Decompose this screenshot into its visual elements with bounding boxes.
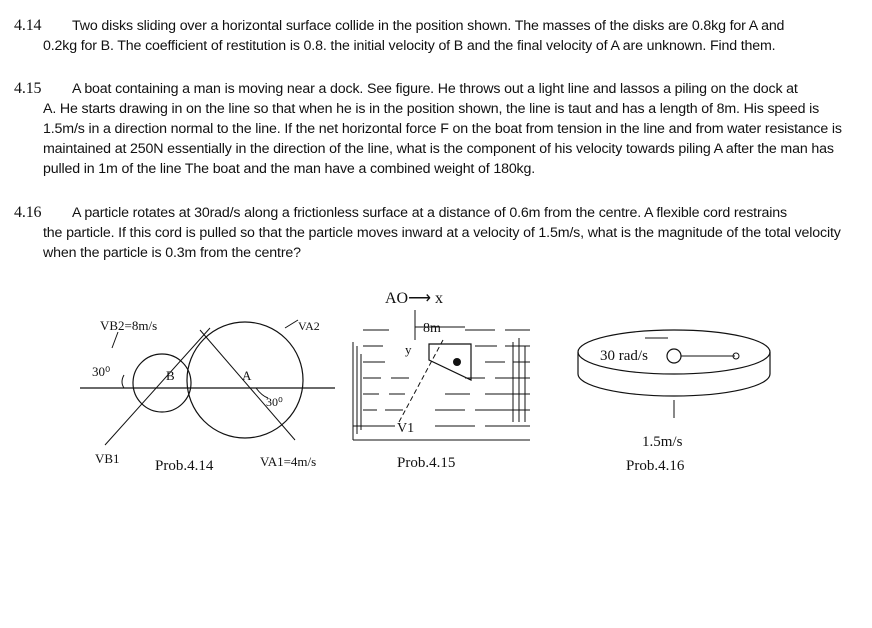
angle-b-label: 30⁰ bbox=[92, 364, 111, 379]
omega-label: 30 rad/s bbox=[600, 348, 648, 364]
velocity-label: 1.5m/s bbox=[642, 434, 683, 450]
problem-number: 4.15 bbox=[14, 80, 42, 97]
dock-label: AO⟶ x bbox=[385, 290, 444, 307]
problem-4-16 bbox=[14, 203, 854, 263]
impact-line-b bbox=[105, 328, 210, 445]
problem-4-15 bbox=[14, 79, 854, 179]
particle bbox=[667, 349, 681, 363]
problem-text-line1: A particle rotates at 30rad/s along a frictionless surface at a distance of 0.6m from the centre. A flexible cord restrains bbox=[72, 205, 787, 221]
figure-4-15 bbox=[345, 282, 540, 472]
problem-text-line1: A boat containing a man is moving near a dock. See figure. He throws out a light line and lassos a piling on the dock at bbox=[72, 81, 798, 97]
va1-label: VA1=4m/s bbox=[260, 454, 317, 469]
problem-4-14 bbox=[14, 16, 854, 56]
va2-arrow bbox=[285, 320, 298, 328]
angle-a-label: 30⁰ bbox=[266, 395, 283, 409]
figure-4-14 bbox=[70, 300, 340, 485]
caption-4-14: Prob.4.14 bbox=[155, 458, 214, 474]
disk-a-label: A bbox=[242, 368, 252, 383]
problem-text: A. He starts drawing in on the line so that when he is in the position shown, the line is taut and has a length of 8m. His speed is 1.5m/s in a direction normal to the line. If the net horizontal force F on the boat from tension in the line and from water resistance is maintained at 250N essentially in the direction of the line, what is the component of his velocity towards piling A after the man has pulled in 1m of the line The boat and the man have a combined weight of 180kg. bbox=[43, 101, 842, 177]
v1-label: V1 bbox=[397, 421, 415, 436]
y-label: y bbox=[405, 342, 412, 357]
problem-number: 4.16 bbox=[14, 204, 42, 221]
vb2-arrow bbox=[112, 332, 118, 348]
disk-b-label: B bbox=[166, 368, 175, 383]
vb1-label: VB1 bbox=[95, 451, 120, 466]
caption-4-16: Prob.4.16 bbox=[626, 458, 685, 474]
vb2-label: VB2=8m/s bbox=[100, 318, 158, 333]
problem-text-line1: Two disks sliding over a horizontal surface collide in the position shown. The masses of the disks are 0.8kg for A and bbox=[72, 18, 785, 34]
problem-text: 0.2kg for B. The coefficient of restitution is 0.8. the initial velocity of B and the final velocity of A are unknown. Find them. bbox=[43, 38, 776, 54]
impact-line-a bbox=[200, 330, 295, 440]
boat-shape bbox=[429, 344, 471, 380]
disk-b bbox=[133, 354, 191, 412]
problem-text: the particle. If this cord is pulled so that the particle moves inward at a velocity of 1.5m/s, what is the magnitude of the total velocity when the particle is 0.3m from the centre? bbox=[43, 225, 841, 261]
angle-arc-b bbox=[122, 375, 124, 388]
figure-4-16 bbox=[570, 310, 785, 480]
va2-label: VA2 bbox=[298, 319, 320, 333]
problem-number: 4.14 bbox=[14, 17, 42, 34]
man-dot bbox=[453, 358, 461, 366]
caption-4-15: Prob.4.15 bbox=[397, 455, 456, 471]
water-lines bbox=[353, 330, 530, 440]
length-label: 8m bbox=[423, 321, 441, 336]
